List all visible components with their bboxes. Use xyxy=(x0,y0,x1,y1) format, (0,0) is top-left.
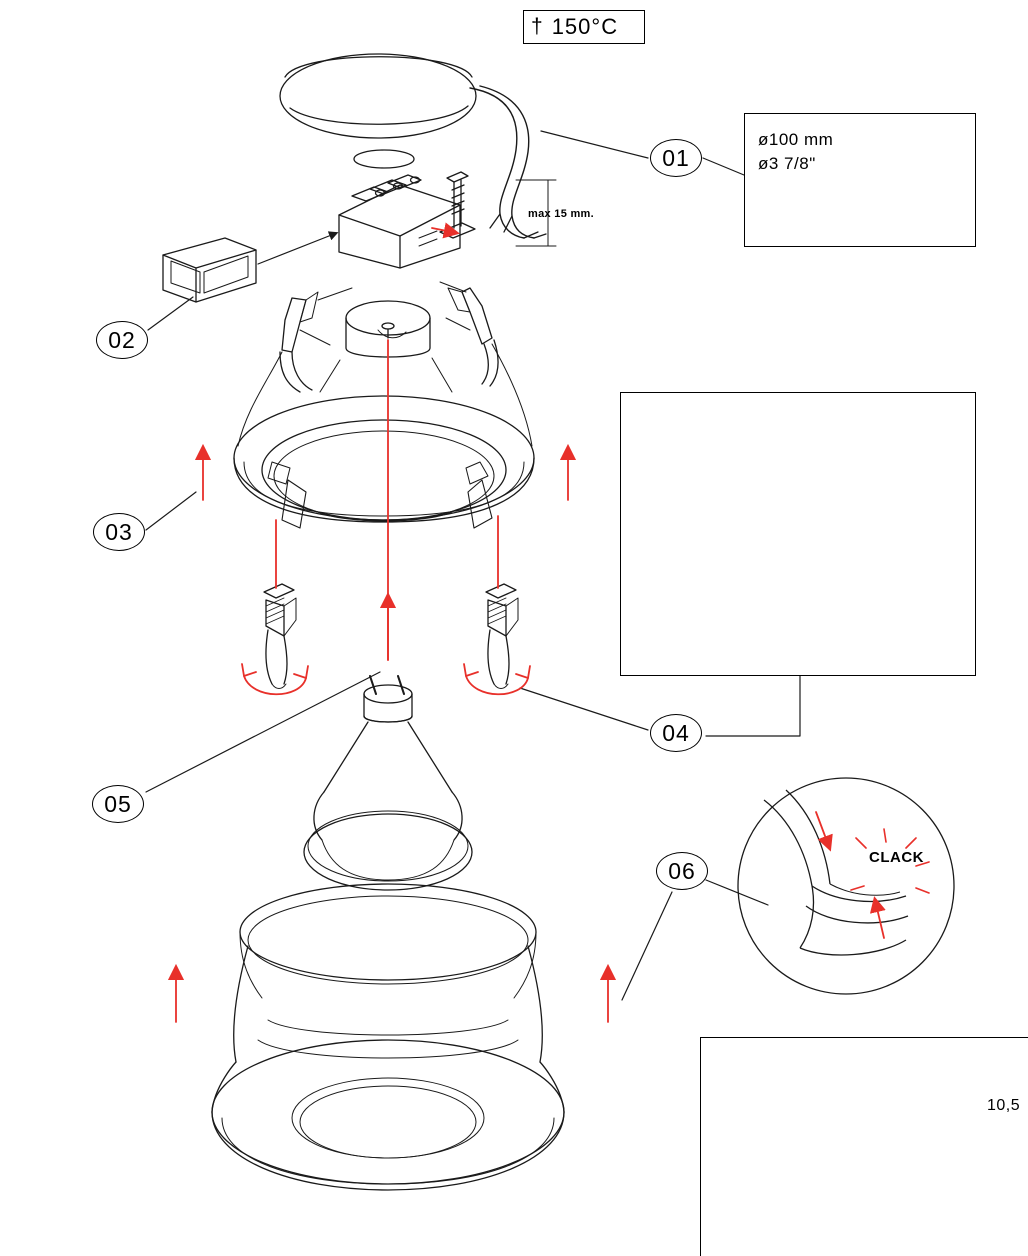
callout-05 xyxy=(92,785,144,823)
hole-diameter-mm: ø100 mm xyxy=(758,130,834,149)
temperature-value: 150°C xyxy=(551,14,619,39)
callout-01-label: 01 xyxy=(662,144,690,171)
callout-05-label: 05 xyxy=(104,790,132,817)
callout-01 xyxy=(650,139,702,177)
max-temperature-label xyxy=(523,10,645,44)
clack-label: CLACK xyxy=(869,849,924,866)
clack-detail-illustration xyxy=(738,778,954,994)
callout-02 xyxy=(96,321,148,359)
callout-06-label: 06 xyxy=(668,857,696,884)
hole-size-text xyxy=(758,128,833,176)
max-wire-length-label: max 15 mm. xyxy=(528,208,594,220)
callout-04 xyxy=(650,714,702,752)
section-depth-label: 10,5 xyxy=(987,1097,1021,1114)
section-detail-panel xyxy=(700,1037,1028,1256)
callout-02-label: 02 xyxy=(108,326,136,353)
spring-detail-panel xyxy=(620,392,976,676)
callout-03-label: 03 xyxy=(105,518,133,545)
callout-06 xyxy=(656,852,708,890)
temperature-symbol: † xyxy=(531,15,544,38)
hole-diameter-inch: ø3 7/8" xyxy=(758,154,816,173)
callout-03 xyxy=(93,513,145,551)
callout-04-label: 04 xyxy=(662,719,690,746)
